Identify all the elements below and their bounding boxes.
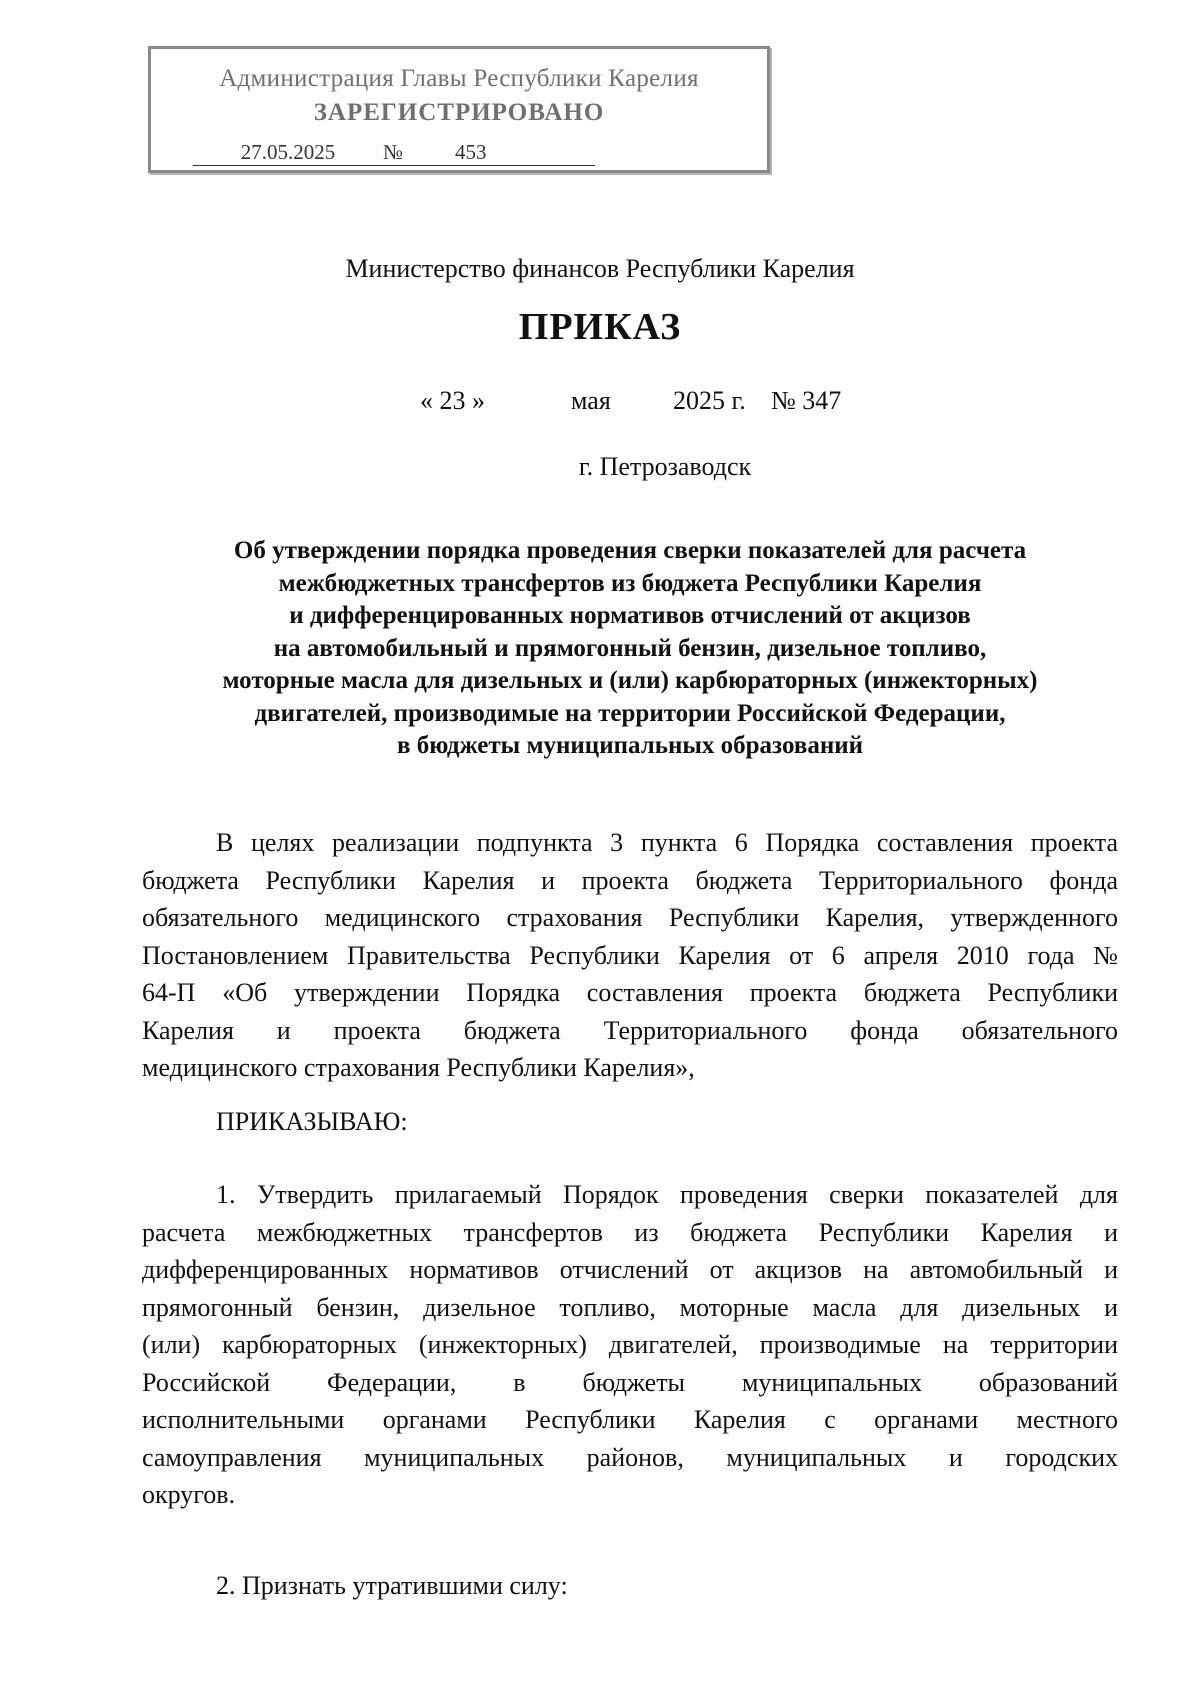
preamble-line: 64-П «Об утверждении Порядка составления проекта бюджета Республики bbox=[142, 978, 1118, 1007]
stamp-status: ЗАРЕГИСТРИРОВАНО bbox=[313, 99, 605, 126]
document-type: ПРИКАЗ bbox=[518, 306, 682, 348]
date-month: мая bbox=[571, 386, 611, 415]
registration-stamp bbox=[148, 46, 770, 173]
preamble-line: медицинского страхования Республики Карелия», bbox=[142, 1053, 695, 1082]
preamble-line: бюджета Республики Карелия и проекта бюджета Территориального фонда bbox=[142, 865, 1118, 895]
item-1-paragraph bbox=[142, 1176, 1118, 1514]
ministry-name: Министерство финансов Республики Карелия bbox=[345, 254, 855, 283]
document-number: № 347 bbox=[771, 386, 842, 415]
title-line: на автомобильный и прямогонный бензин, дизельное топливо, bbox=[273, 634, 987, 662]
title-line: межбюджетных трансфертов из бюджета Республики Карелия bbox=[278, 569, 982, 597]
preamble-line: Карелия и проекта бюджета Территориального фонда обязательного bbox=[142, 1015, 1118, 1045]
stamp-registration-line bbox=[193, 139, 595, 166]
stamp-date: 27.05.2025 bbox=[193, 139, 383, 166]
date-year: 2025 г. bbox=[673, 386, 746, 415]
title-line: в бюджеты муниципальных образований bbox=[396, 732, 864, 759]
stamp-organization: Администрация Главы Республики Карелия bbox=[219, 65, 699, 92]
item-1-line: (или) карбюраторных (инжекторных) двигателей, производимые на территории bbox=[142, 1330, 1118, 1359]
city: г. Петрозаводск bbox=[578, 452, 752, 481]
title-line: Об утверждении порядка проведения сверки показателей для расчета bbox=[233, 537, 1027, 564]
item-1-line: Российской Федерации, в бюджеты муниципальных образований bbox=[142, 1367, 1118, 1397]
item-1-line: округов. bbox=[142, 1480, 236, 1509]
item-2-paragraph: 2. Признать утратившими силу: bbox=[216, 1571, 568, 1600]
stamp-number-sign: № bbox=[383, 140, 404, 164]
item-1-line: прямогонный бензин, дизельное топливо, моторные масла для дизельных и bbox=[142, 1292, 1118, 1322]
item-1-line: 1. Утвердить прилагаемый Порядок проведения сверки показателей для bbox=[216, 1180, 1118, 1209]
preamble-line: Постановлением Правительства Республики Карелия от 6 апреля 2010 года № bbox=[142, 940, 1118, 970]
preamble-paragraph bbox=[142, 824, 1118, 1087]
item-1-line: дифференцированных нормативов отчислений от акцизов на автомобильный и bbox=[142, 1255, 1118, 1284]
item-1-line: расчета межбюджетных трансфертов из бюджета Республики Карелия и bbox=[142, 1217, 1118, 1247]
document-title bbox=[140, 535, 1120, 763]
title-line: и дифференцированных нормативов отчислений от акцизов bbox=[289, 602, 971, 629]
title-line: двигателей, производимые на территории Российской Федерации, bbox=[254, 699, 1006, 727]
preamble-line: В целях реализации подпункта 3 пункта 6 Порядка составления проекта bbox=[216, 828, 1118, 857]
item-1-line: исполнительными органами Республики Карелия с органами местного bbox=[142, 1405, 1118, 1434]
title-line: моторные масла для дизельных и (или) карбюраторных (инжекторных) bbox=[222, 667, 1038, 694]
order-word: ПРИКАЗЫВАЮ: bbox=[216, 1107, 408, 1136]
date-day: « 23 » bbox=[420, 386, 485, 415]
item-1-line: самоуправления муниципальных районов, муниципальных и городских bbox=[142, 1442, 1118, 1472]
preamble-line: обязательного медицинского страхования Республики Карелия, утвержденного bbox=[142, 903, 1118, 932]
stamp-number: 453 bbox=[403, 139, 595, 166]
